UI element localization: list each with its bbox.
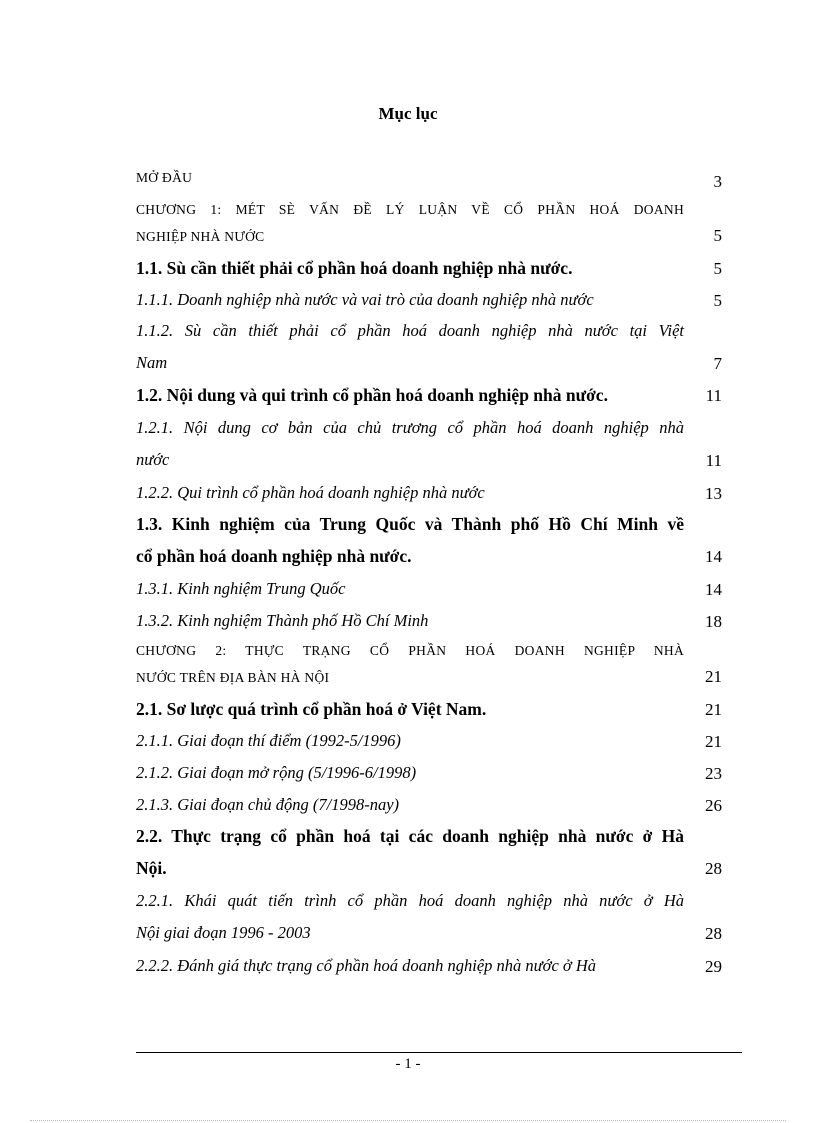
toc-entry-text: CHƯƠNG 1: MÉT SÈ VẤN ĐỀ LÝ LUẬN VỀ CỔ PHẦN HOÁ DOANH — [136, 202, 684, 217]
toc-entry-page: 28 — [705, 859, 722, 878]
toc-entry-text: 1.1.2. Sù cần thiết phải cổ phần hoá doanh nghiệp nhà nước tại Việt — [136, 321, 684, 340]
page-number: - 1 - — [395, 1056, 421, 1072]
toc-entry-text: 2.1.1. Giai đoạn thí điểm (1992-5/1996) — [136, 731, 401, 750]
toc-entry-text: 2.2.2. Đánh giá thực trạng cổ phần hoá doanh nghiệp nhà nước ở Hà — [136, 956, 596, 975]
toc-entry-page: 21 — [705, 700, 722, 719]
toc-entry-page: 3 — [713, 172, 722, 191]
toc-entry-text: 1.3. Kinh nghiệm của Trung Quốc và Thành phố Hồ Chí Minh về — [136, 514, 684, 534]
toc-entry-text: CHƯƠNG 2: THỰC TRẠNG CỔ PHẦN HOÁ DOANH NGHIỆP NHÀ — [136, 643, 684, 658]
toc-entry-page: 11 — [705, 386, 722, 405]
toc-entry-text: 2.1.2. Giai đoạn mở rộng (5/1996-6/1998) — [136, 763, 417, 782]
toc-entry-page: 5 — [713, 226, 722, 245]
toc-entry-text: 2.2.1. Khái quát tiến trình cổ phần hoá doanh nghiệp nhà nước ở Hà — [136, 891, 684, 910]
page-edge — [30, 1120, 786, 1121]
page-title: Mục lục — [378, 104, 438, 123]
toc-entry-page: 5 — [713, 291, 722, 310]
toc-entry-text-line2: nước — [136, 450, 170, 469]
toc-entry-text: 1.2. Nội dung và qui trình cổ phần hoá doanh nghiệp nhà nước. — [136, 385, 608, 405]
toc-entry-page: 23 — [705, 764, 722, 783]
toc-entry-text: 1.1.1. Doanh nghiệp nhà nước và vai trò của doanh nghiệp nhà nước — [136, 290, 594, 309]
toc-entry-text: 1.2.2. Qui trình cổ phần hoá doanh nghiệp nhà nước — [136, 483, 485, 502]
toc-entry-page: 13 — [705, 484, 722, 503]
toc-entry-page: 7 — [713, 354, 722, 373]
toc-entry-page: 26 — [705, 796, 722, 815]
toc-entry-page: 21 — [705, 667, 722, 686]
toc-entry-text-line2: NƯỚC TRÊN ĐỊA BÀN HÀ NỘI — [136, 670, 330, 685]
toc-entry-text: 1.1. Sù cần thiết phải cổ phần hoá doanh nghiệp nhà nước. — [136, 258, 573, 278]
toc-entry-page: 21 — [705, 732, 722, 751]
toc-entry-text-line2: NGHIỆP NHÀ NƯỚC — [136, 229, 265, 244]
toc-entry-page: 18 — [705, 612, 722, 631]
toc-entry-page: 28 — [705, 924, 722, 943]
toc-entry-text: 2.2. Thực trạng cổ phần hoá tại các doanh nghiệp nhà nước ở Hà — [136, 826, 684, 846]
toc-entry-page: 11 — [705, 451, 722, 470]
toc-entry-text: 1.3.2. Kinh nghiệm Thành phố Hồ Chí Minh — [136, 611, 429, 630]
toc-entry-text-line2: cổ phần hoá doanh nghiệp nhà nước. — [136, 546, 412, 566]
toc-entry-page: 14 — [705, 580, 722, 599]
toc-entry-text-line2: Nam — [136, 353, 168, 372]
toc-entry-text: 1.3.1. Kinh nghiệm Trung Quốc — [136, 579, 346, 598]
toc-entry-page: 5 — [713, 259, 722, 278]
footer-divider — [136, 1052, 742, 1053]
toc-entry-text-line2: Nội. — [136, 858, 167, 878]
toc-entry-text: MỞ ĐẦU — [136, 170, 193, 185]
toc-entry-text: 1.2.1. Nội dung cơ bản của chủ trương cổ phần hoá doanh nghiệp nhà — [136, 418, 684, 437]
toc-entry-text: 2.1. Sơ lược quá trình cổ phần hoá ở Việt Nam. — [136, 699, 487, 719]
toc-entry-page: 14 — [705, 547, 722, 566]
toc-entry-page: 29 — [705, 957, 722, 976]
toc-entry-text: 2.1.3. Giai đoạn chủ động (7/1998-nay) — [136, 795, 400, 814]
toc-entry-text-line2: Nội giai đoạn 1996 - 2003 — [136, 923, 311, 942]
